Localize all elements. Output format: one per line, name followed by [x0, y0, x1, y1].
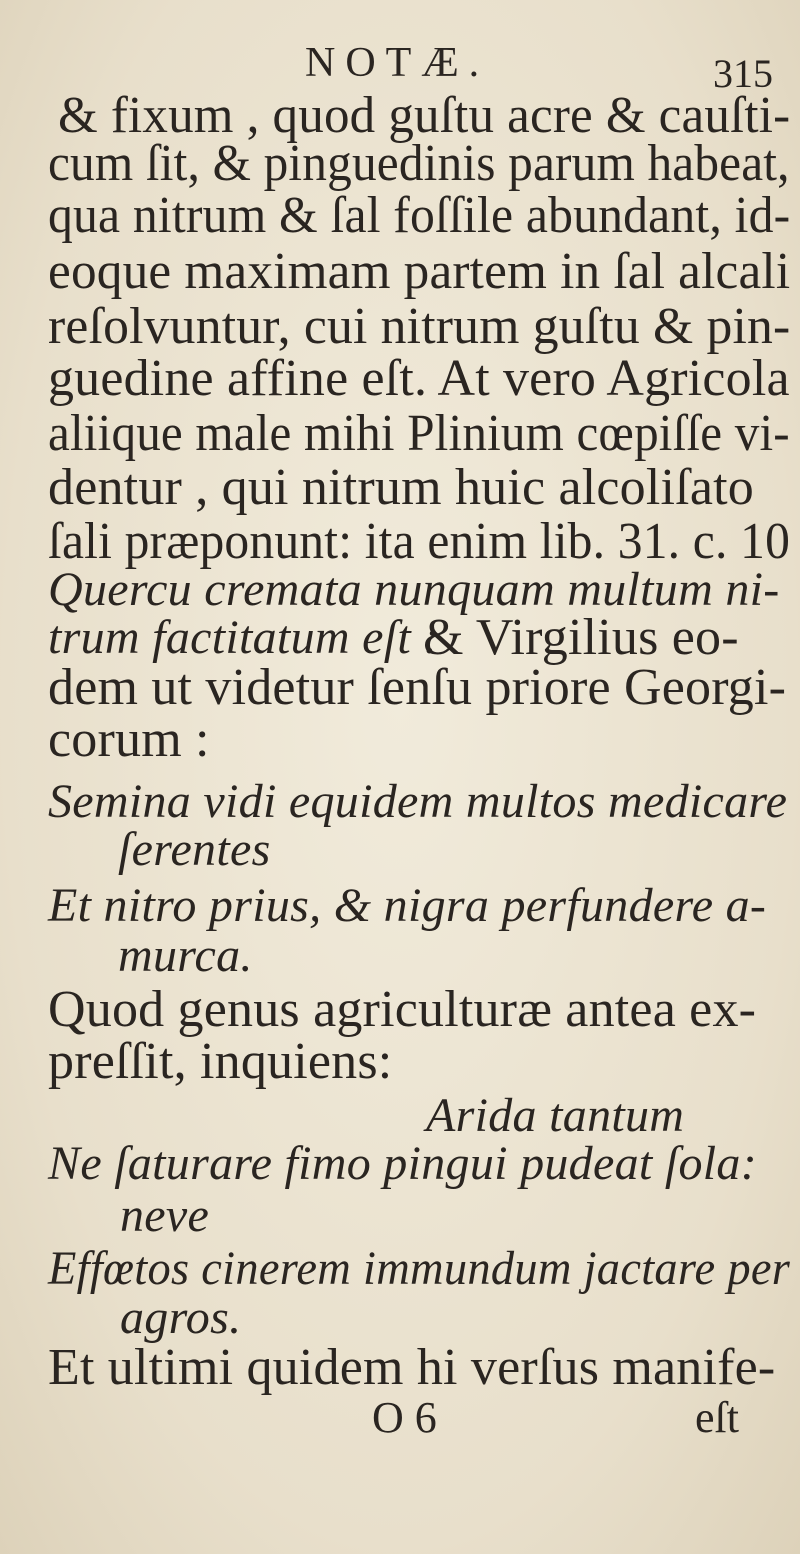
- text-line: dentur , qui nitrum huic alcoliſato: [48, 459, 754, 516]
- text-line: qua nitrum & ſal foſſile abundant, id-: [48, 187, 791, 244]
- text-line: preſſit, inquiens:: [48, 1033, 393, 1090]
- text-line: eoque maximam partem in ſal alcali: [48, 243, 791, 300]
- verse-line: neve: [120, 1189, 210, 1242]
- verse-line: ſerentes: [118, 823, 271, 876]
- catchword: eſt: [695, 1393, 739, 1442]
- text-line: & Virgilius eo-: [423, 609, 739, 666]
- signature-mark: O 6: [372, 1393, 437, 1442]
- verse-line: agros.: [120, 1291, 242, 1344]
- text-line: aliique male mihi Plinium cœpiſſe vi-: [48, 405, 790, 462]
- verse-line: Effœtos cinerem immundum jactare per: [48, 1242, 791, 1295]
- running-head: NOTÆ.: [305, 40, 490, 86]
- italic-quote-line: Quercu cremata nunquam multum ni-: [48, 563, 780, 616]
- verse-line: Et nitro prius, & nigra perfundere a-: [48, 879, 767, 932]
- text-line: corum :: [48, 711, 210, 768]
- verse-line: murca.: [118, 929, 253, 982]
- verse-line: Ne ſaturare fimo pingui pudeat ſola:: [48, 1137, 757, 1190]
- verse-line: Semina vidi equidem multos medicare: [48, 775, 788, 828]
- italic-quote-line: trum factitatum eſt :: [48, 611, 440, 664]
- text-line: Et ultimi quidem hi verſus manife-: [48, 1339, 776, 1396]
- text-line: & fixum , quod guſtu acre & cauſti-: [58, 87, 791, 144]
- text-line: cum ſit, & pinguedinis parum habeat,: [48, 135, 790, 192]
- text-line: ſali præponunt: ita enim lib. 31. c. 10: [48, 513, 791, 570]
- verse-line: Arida tantum: [426, 1089, 685, 1142]
- text-line: guedine affine eſt. At vero Agricola: [48, 350, 790, 407]
- text-line: Quod genus agriculturæ antea ex-: [48, 981, 757, 1038]
- page-number: 315: [713, 51, 773, 96]
- text-line: reſolvuntur, cui nitrum guſtu & pin-: [48, 298, 791, 355]
- text-line: dem ut videtur ſenſu priore Georgi-: [48, 659, 787, 716]
